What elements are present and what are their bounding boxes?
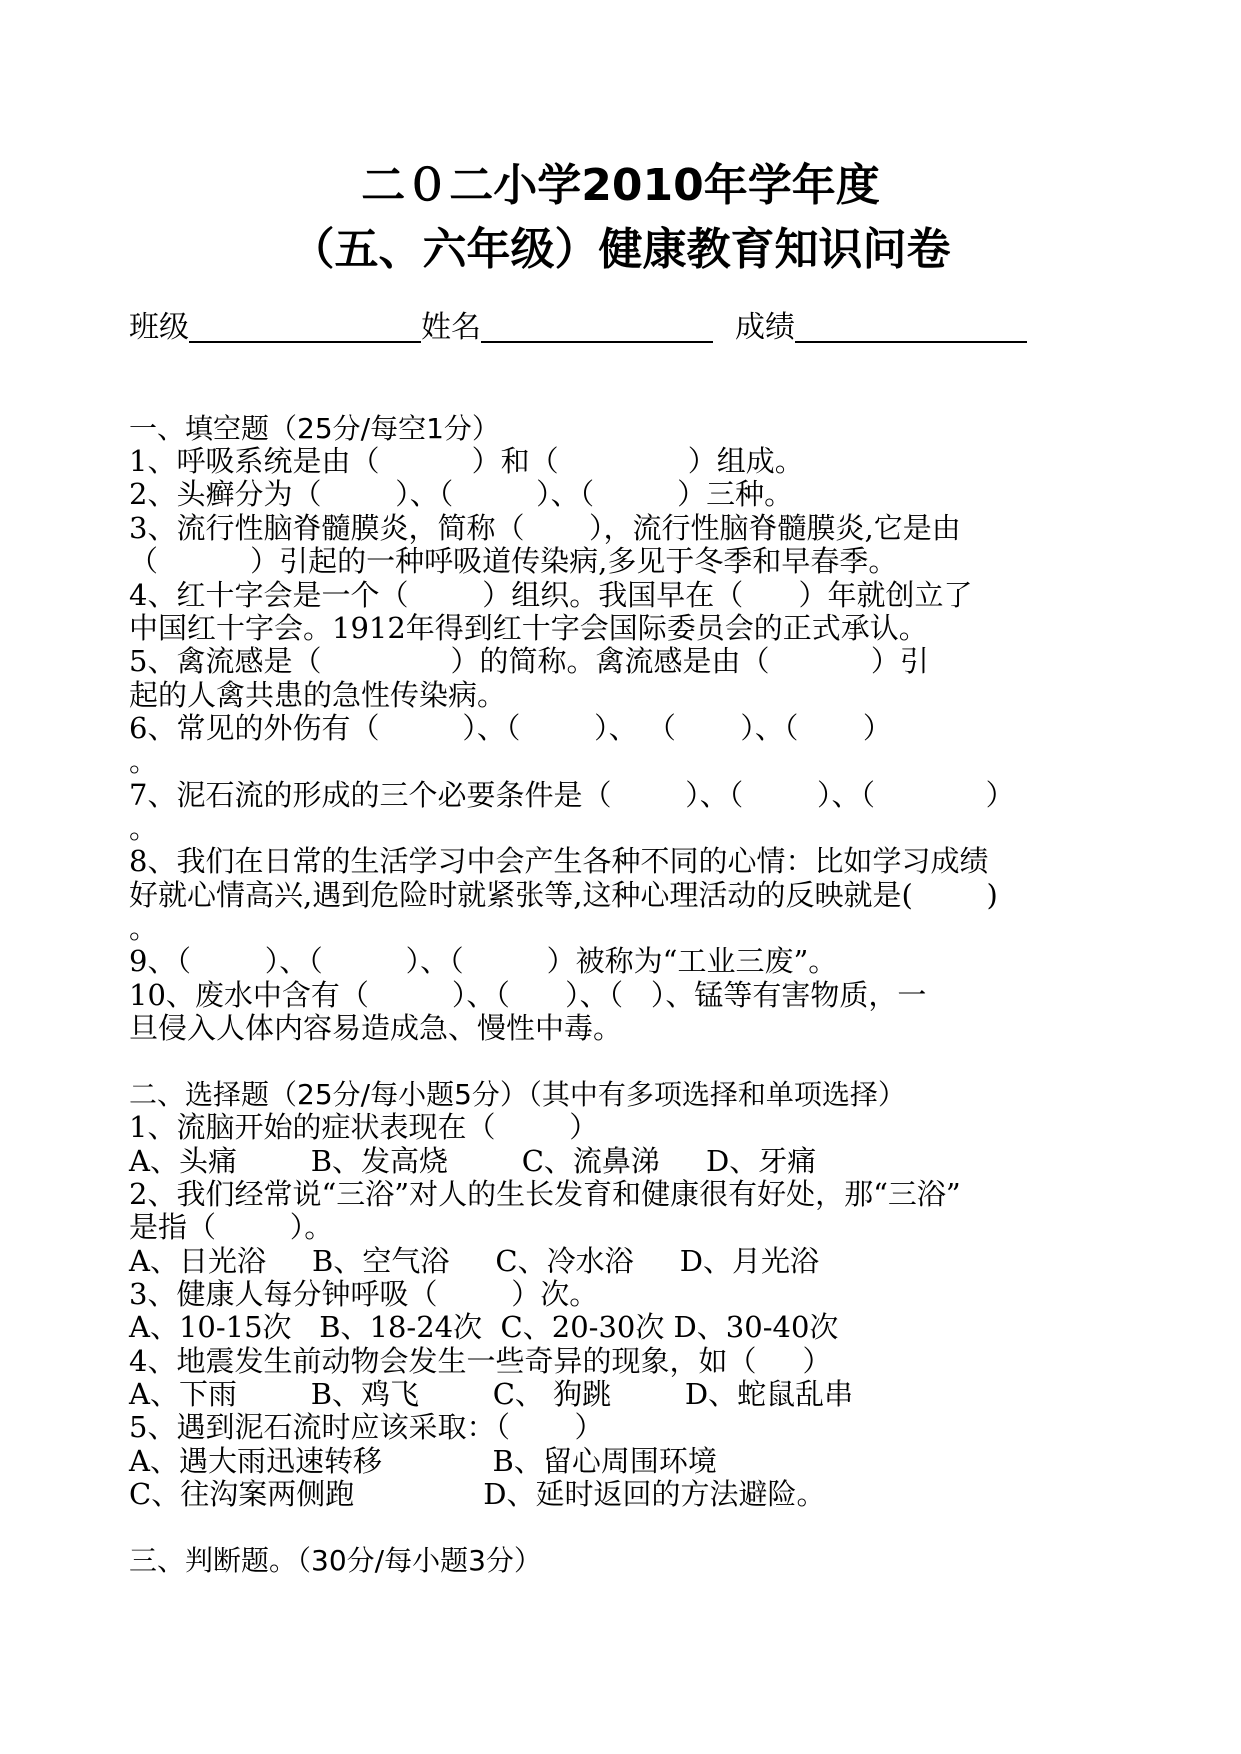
score-blank bbox=[795, 307, 1027, 343]
choice-line: A、下雨 B、鸡飞 C、 狗跳 D、蛇鼠乱串 bbox=[129, 1377, 854, 1411]
choice-line: A、日光浴 B、空气浴 C、冷水浴 D、月光浴 bbox=[129, 1244, 819, 1278]
fill-line: 7、泥石流的形成的三个必要条件是（ ）、（ ）、（ ） bbox=[129, 778, 1015, 812]
fill-line: 1、呼吸系统是由（ ）和（ ）组成。 bbox=[129, 444, 804, 478]
section-choice-heading: 二、选择题（25分/每小题5分）（其中有多项选择和单项选择） bbox=[129, 1078, 906, 1111]
name-label: 姓名 bbox=[421, 310, 481, 345]
choice-line: 是指（ ）。 bbox=[129, 1210, 334, 1244]
fill-line: 好就心情高兴,遇到危险时就紧张等,这种心理活动的反映就是( ) bbox=[129, 878, 998, 912]
section-fill-heading: 一、填空题（25分/每空1分） bbox=[129, 412, 500, 445]
choice-line: A、10-15次 B、18-24次 C、20-30次 D、30-40次 bbox=[129, 1310, 839, 1344]
choice-line: 3、健康人每分钟呼吸（ ）次。 bbox=[129, 1277, 599, 1311]
choice-line: A、头痛 B、发高烧 C、流鼻涕 D、牙痛 bbox=[129, 1144, 817, 1178]
fill-line: 8、我们在日常的生活学习中会产生各种不同的心情：比如学习成绩 bbox=[129, 844, 989, 878]
fill-line: 5、禽流感是（ ）的简称。禽流感是由（ ）引 bbox=[129, 644, 929, 678]
choice-line: A、遇大雨迅速转移 B、留心周围环境 bbox=[129, 1444, 717, 1478]
fill-line: 3、流行性脑脊髓膜炎，简称（ ），流行性脑脊髓膜炎,它是由 bbox=[129, 511, 961, 545]
fill-line: 起的人禽共患的急性传染病。 bbox=[129, 678, 507, 712]
fill-line: 9、（ ）、（ ）、（ ）被称为“工业三废”。 bbox=[129, 944, 838, 978]
fill-line: 2、头癣分为（ ）、（ ）、（ ）三种。 bbox=[129, 477, 794, 511]
fill-line: 4、红十字会是一个（ ）组织。我国早在（ ）年就创立了 bbox=[129, 578, 973, 612]
fill-line: 。 bbox=[129, 811, 159, 845]
fill-line: 。 bbox=[129, 744, 159, 778]
student-info-row bbox=[129, 307, 1027, 348]
fill-line: 旦侵入人体内容易造成急、慢性中毒。 bbox=[129, 1011, 623, 1045]
choice-line: 2、我们经常说“三浴”对人的生长发育和健康很有好处，那“三浴” bbox=[129, 1177, 961, 1211]
name-blank bbox=[481, 307, 713, 343]
score-label: 成绩 bbox=[735, 310, 795, 345]
section-judge-heading: 三、判断题。（30分/每小题3分） bbox=[129, 1544, 542, 1577]
fill-line: 。 bbox=[129, 911, 159, 945]
class-blank bbox=[189, 307, 421, 343]
choice-line: 1、流脑开始的症状表现在（ ） bbox=[129, 1110, 599, 1144]
choice-line: C、往沟案两侧跑 D、延时返回的方法避险。 bbox=[129, 1477, 826, 1511]
choice-line: 4、地震发生前动物会发生一些奇异的现象，如（ ） bbox=[129, 1344, 832, 1378]
fill-line: 6、常见的外伤有（ ）、（ ）、 （ ）、（ ） bbox=[129, 711, 892, 745]
class-label: 班级 bbox=[129, 310, 189, 345]
title-line-2: （五、六年级）健康教育知识问卷 bbox=[290, 224, 951, 275]
fill-line: 10、废水中含有（ ）、（ ）、（ ）、锰等有害物质，一 bbox=[129, 978, 927, 1012]
fill-line: （ ）引起的一种呼吸道传染病,多见于冬季和早春季。 bbox=[129, 544, 898, 578]
choice-line: 5、遇到泥石流时应该采取：（ ） bbox=[129, 1410, 604, 1444]
fill-line: 中国红十字会。1912年得到红十字会国际委员会的正式承认。 bbox=[129, 611, 928, 645]
title-line-1: 二０二小学2010年学年度 bbox=[361, 160, 880, 211]
